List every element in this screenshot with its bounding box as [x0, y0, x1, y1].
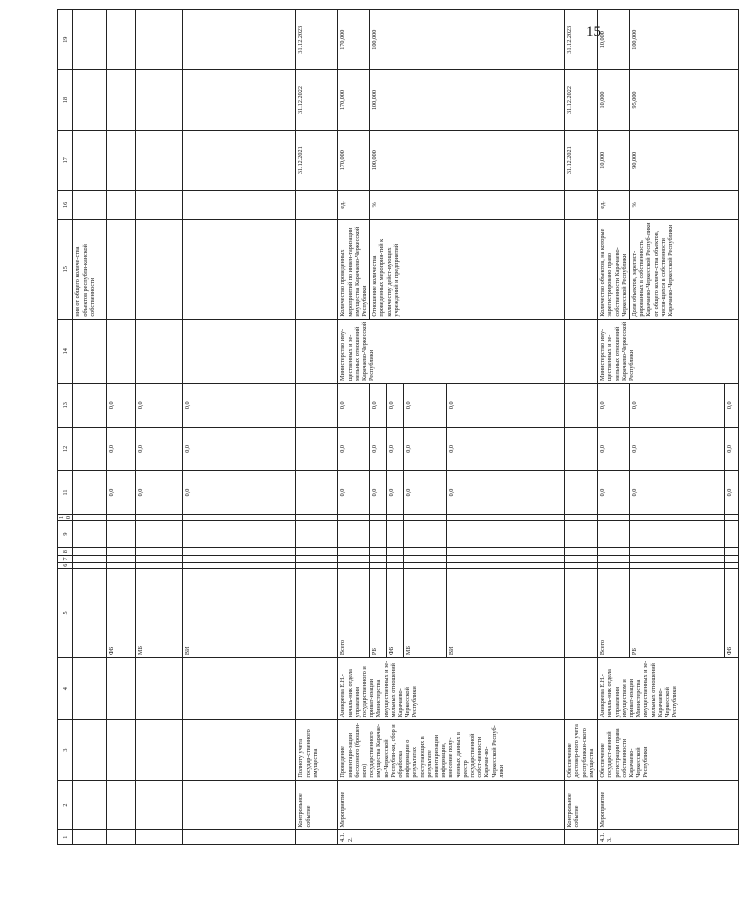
amount-cell: 0,0: [404, 427, 447, 471]
source-cell: МБ: [136, 568, 183, 657]
page-number: 15: [586, 24, 601, 40]
table-row: [296, 10, 338, 845]
table-row: [338, 10, 370, 845]
amount-cell: 0,0: [387, 427, 404, 471]
amount-cell: 0,0: [598, 383, 630, 427]
date-cell: 31.12.2022: [296, 70, 338, 130]
title-cell: Полноту учета государ-ственного имущества: [296, 720, 338, 780]
amount-cell: 0,0: [338, 471, 370, 515]
value-cell: 100,000: [370, 130, 565, 190]
header-cell: 18: [58, 70, 73, 130]
date-cell: 31.12.2023: [296, 10, 338, 70]
source-cell: ФБ: [107, 568, 136, 657]
amount-cell: 0,0: [725, 383, 739, 427]
amount-cell: 0,0: [107, 471, 136, 515]
amount-cell: 0,0: [404, 383, 447, 427]
amount-cell: 0,0: [338, 427, 370, 471]
indicator-cell: ния от общего количе-ства объектов республи-канской собственности: [73, 219, 107, 319]
value-cell: 95,000: [630, 70, 739, 130]
table-row: [183, 10, 296, 845]
source-cell: МБ: [404, 568, 447, 657]
amount-cell: 0,0: [370, 427, 387, 471]
amount-cell: 0,0: [136, 427, 183, 471]
header-cell: 14: [58, 319, 73, 383]
table-row: [73, 10, 107, 845]
item-number: 4.1.2.: [338, 830, 565, 845]
date-cell: 31.12.2022: [565, 70, 598, 130]
amount-cell: 0,0: [447, 427, 565, 471]
amount-cell: 0,0: [136, 383, 183, 427]
amount-cell: 0,0: [387, 383, 404, 427]
program-table: [57, 9, 739, 845]
unit-cell: %: [370, 190, 565, 219]
amount-cell: 0,0: [404, 471, 447, 515]
title-cell: Проведение инвентари-зации бесхозного (брошен-ного) государственного имущества Карачае-во-Черкесской Республи-ки, сбор и обработка информации о результатах поступающих в результате инвентаризации информации, внесение полу-ченных данных в реестр государственной собст-венности Карачае-во-Черкесской Респуб-лики: [338, 720, 565, 780]
table-row: [107, 10, 136, 845]
amount-cell: 0,0: [107, 383, 136, 427]
value-cell: 10,000: [598, 10, 630, 70]
type-cell: Мероприятие: [598, 780, 739, 830]
amount-cell: 0,0: [370, 383, 387, 427]
value-cell: 10,000: [598, 130, 630, 190]
header-cell: 9: [58, 521, 73, 548]
responsible-cell: Аникреева Е.Н.- началь-ник отдела управления имуществом и приват-изации Министерства имущественных и зе-мельных отношений Карачаево-Черкесской Республики: [598, 658, 739, 720]
item-number: 4.1.3.: [598, 830, 739, 845]
executor-cell: Министерство иму-щественных и зе-мельных отношений Карачаево-Черкесской Республики: [338, 319, 565, 383]
amount-cell: 0,0: [447, 471, 565, 515]
title-cell: Обеспечение достовер-ного учета республикан-ского имущества: [565, 720, 598, 780]
type-cell: Мероприятие: [338, 780, 565, 830]
header-cell: 5: [58, 568, 73, 657]
value-cell: 170,000: [338, 10, 370, 70]
date-cell: 31.12.2021: [296, 130, 338, 190]
type-cell: Контрольное событие: [565, 780, 598, 830]
type-cell: Контрольное событие: [296, 780, 338, 830]
indicator-cell: Количество проведенных мероприятий по инвен-таризации имущества Карачаево-Черкесской Республики: [338, 219, 370, 319]
source-cell: ВИ: [447, 568, 565, 657]
header-cell: 16: [58, 190, 73, 219]
amount-cell: 0,0: [387, 471, 404, 515]
header-cell: 19: [58, 10, 73, 70]
amount-cell: 0,0: [630, 383, 725, 427]
value-cell: 100,000: [630, 10, 739, 70]
amount-cell: 0,0: [598, 427, 630, 471]
indicator-cell: Отношение количества проведенных мероприя-тий к количеству дейст-вующих учреждений и предприятий: [370, 219, 565, 319]
date-cell: 31.12.2023: [565, 10, 598, 70]
header-cell: 10: [58, 515, 73, 519]
header-cell: 1: [58, 830, 73, 845]
source-cell: РБ: [630, 568, 725, 657]
unit-cell: %: [630, 190, 739, 219]
amount-cell: 0,0: [107, 427, 136, 471]
source-cell: Всего: [598, 568, 630, 657]
header-cell: 17: [58, 130, 73, 190]
amount-cell: 0,0: [183, 427, 296, 471]
indicator-cell: Доля объектов, зарегист-рированных в собственность Карачаево-Черкесской Респуб-лики от общего количе-ства объектов, числя-щихся в собственности Карачаево-Черкесской Республики: [630, 219, 739, 319]
amount-cell: 0,0: [183, 471, 296, 515]
header-cell: 7: [58, 556, 73, 562]
source-cell: Всего: [338, 568, 370, 657]
value-cell: 90,000: [630, 130, 739, 190]
unit-cell: ед.: [598, 190, 630, 219]
table-row: [598, 10, 630, 845]
value-cell: 170,000: [338, 130, 370, 190]
source-cell: ВИ: [183, 568, 296, 657]
amount-cell: 0,0: [725, 471, 739, 515]
source-cell: ФБ: [387, 568, 404, 657]
amount-cell: 0,0: [630, 471, 725, 515]
header-cell: 2: [58, 780, 73, 830]
header-cell: 12: [58, 427, 73, 471]
amount-cell: 0,0: [370, 471, 387, 515]
source-cell: РБ: [370, 568, 387, 657]
date-cell: 31.12.2021: [565, 130, 598, 190]
header-cell: 4: [58, 658, 73, 720]
header-number-row: [58, 10, 73, 845]
amount-cell: 0,0: [136, 471, 183, 515]
header-cell: 11: [58, 471, 73, 515]
value-cell: 100,000: [370, 70, 565, 130]
responsible-cell: Аникреева Е.Н.- началь-ник отдела управления государственного и приват-изации Министерства имущественных и зе-мельных отношений Карачаево-Черкесской Республики: [338, 658, 565, 720]
amount-cell: 0,0: [338, 383, 370, 427]
header-cell: 3: [58, 720, 73, 780]
value-cell: 100,000: [370, 10, 565, 70]
header-cell: 8: [58, 548, 73, 556]
indicator-cell: Количество объектов, на которые зарегистрировано право собственности Карачаево-Черкесской Республики: [598, 219, 630, 319]
table-row: [565, 10, 598, 845]
table-row: [136, 10, 183, 845]
amount-cell: 0,0: [183, 383, 296, 427]
rotated-table-container: [57, 9, 734, 845]
source-cell: ФБ: [725, 568, 739, 657]
executor-cell: Министерство иму-щественных и зе-мельных отношений Карачаево-Черкесской Республики: [598, 319, 739, 383]
header-cell: 15: [58, 219, 73, 319]
amount-cell: 0,0: [725, 427, 739, 471]
unit-cell: ед.: [338, 190, 370, 219]
value-cell: 170,000: [338, 70, 370, 130]
title-cell: Обеспечение государст-венной регистрации права собственности Карачаево-Черкесской Республики: [598, 720, 739, 780]
amount-cell: 0,0: [598, 471, 630, 515]
value-cell: 10,000: [598, 70, 630, 130]
amount-cell: 0,0: [630, 427, 725, 471]
header-cell: 6: [58, 562, 73, 568]
header-cell: 13: [58, 383, 73, 427]
amount-cell: 0,0: [447, 383, 565, 427]
